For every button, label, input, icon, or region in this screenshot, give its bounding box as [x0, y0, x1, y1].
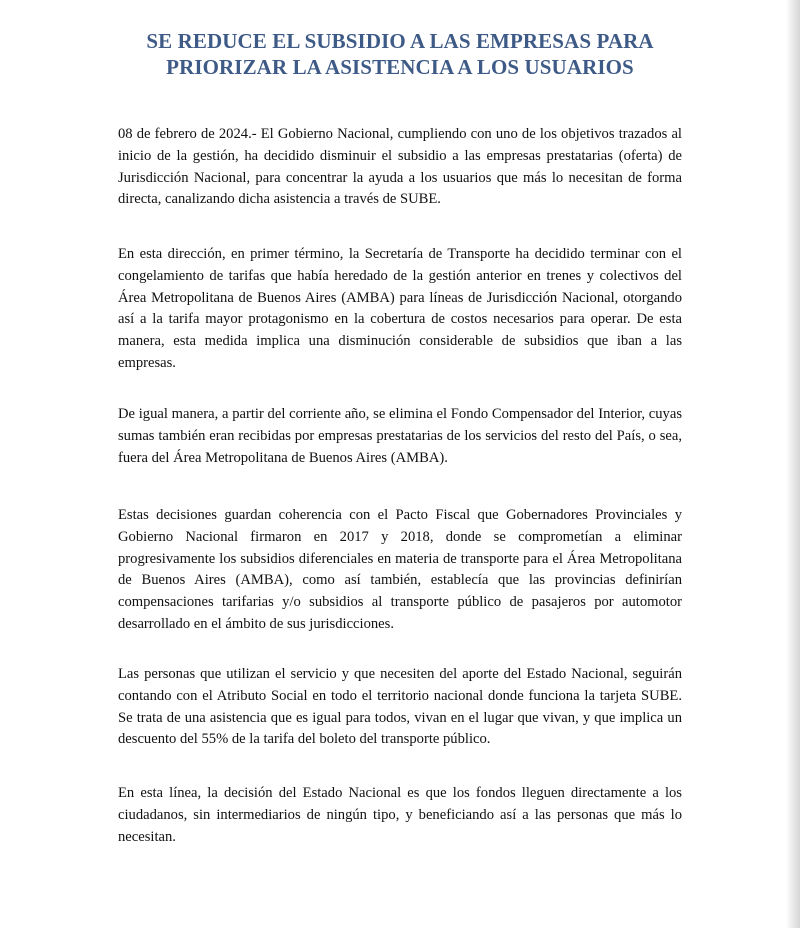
document-body [118, 124, 682, 845]
paragraph-4: Estas decisiones guardan coherencia con el Pacto Fiscal que Gobernadores Provinciales y Gobierno Nacional firmaron en 2017 y 2018, donde se comprometían a eliminar progresivamente los subsidios diferenciales en materia de transporte para el Área Metropolitana de Buenos Aires (AMBA), como así también, establecía que las provincias definirían compensaciones tarifarias y/o subsidios al transporte público de pasajeros por automotor desarrollado en el ámbito de sus jurisdicciones. [118, 507, 682, 632]
title-line-1: SE REDUCE EL SUBSIDIO A LAS EMPRESAS PARA [146, 29, 654, 53]
paragraph-5: Las personas que utilizan el servicio y que necesiten del aporte del Estado Nacional, seguirán contando con el Atributo Social en todo el territorio nacional donde funciona la tarjeta SUBE. Se trata de una asistencia que es igual para todos, vivan en el lugar que vivan, y que implica un descuento del 55% de la tarifa del boleto del transporte público. [118, 666, 682, 748]
title-line-2: PRIORIZAR LA ASISTENCIA A LOS USUARIOS [166, 55, 634, 79]
paragraph-6: En esta línea, la decisión del Estado Nacional es que los fondos lleguen directamente a los ciudadanos, sin intermediarios de ningún tipo, y beneficiando así a las personas que más lo necesitan. [118, 785, 682, 845]
paragraph-3: De igual manera, a partir del corriente año, se elimina el Fondo Compensador del Interior, cuyas sumas también eran recibidas por empresas prestatarias de los servicios del resto del País, o sea, fuera del Área Metropolitana de Buenos Aires (AMBA). [118, 406, 682, 466]
paragraph-1: 08 de febrero de 2024.- El Gobierno Nacional, cumpliendo con uno de los objetivos trazados al inicio de la gestión, ha decidido disminuir el subsidio a las empresas prestatarias (oferta) de Jurisdicción Nacional, para concentrar la ayuda a los usuarios que más lo necesitan de forma directa, canalizando dicha asistencia a través de SUBE. [118, 126, 682, 208]
paragraph-2: En esta dirección, en primer término, la Secretaría de Transporte ha decidido terminar con el congelamiento de tarifas que había heredado de la gestión anterior en trenes y colectivos del Área Metropolitana de Buenos Aires (AMBA) para líneas de Jurisdicción Nacional, otorgando así a la tarifa mayor protagonismo en la cobertura de costos necesarios para operar. De esta manera, esta medida implica una disminución considerable de subsidios que iban a las empresas. [118, 246, 682, 371]
document-title [60, 28, 740, 80]
page-edge-shadow [786, 0, 800, 928]
